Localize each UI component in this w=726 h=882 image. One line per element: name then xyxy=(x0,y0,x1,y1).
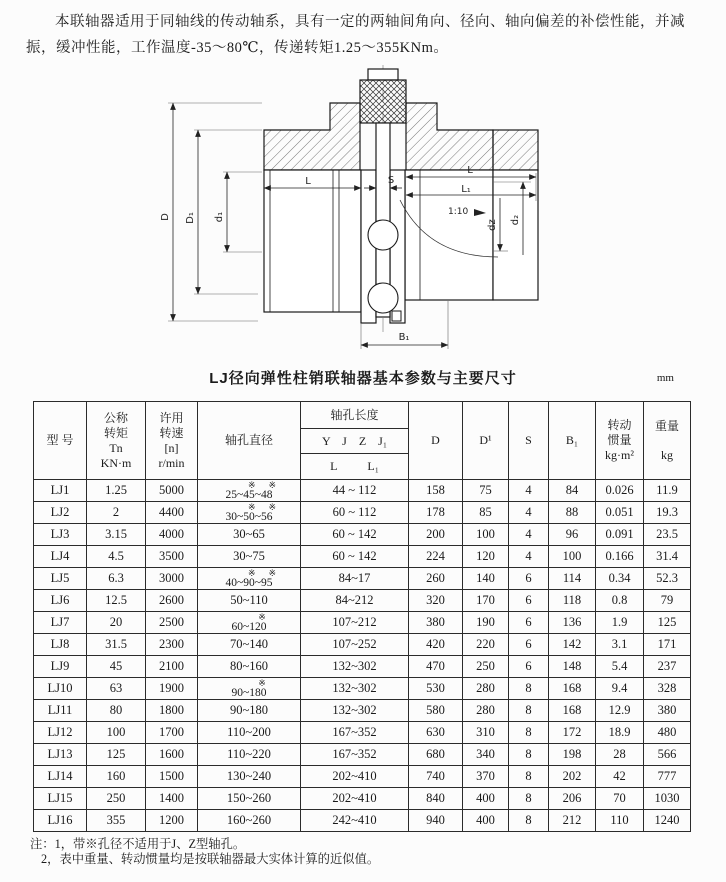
cell-S: 8 xyxy=(509,766,549,788)
cell-B1: 84 xyxy=(549,480,596,502)
cell-torque: 2 xyxy=(87,502,146,524)
cell-length: 84~17 xyxy=(301,568,409,590)
cell-B1: 202 xyxy=(549,766,596,788)
cell-inertia: 110 xyxy=(596,810,644,832)
pin-nub xyxy=(392,311,401,321)
cell-inertia: 28 xyxy=(596,744,644,766)
cell-B1: 142 xyxy=(549,634,596,656)
cell-speed: 1400 xyxy=(146,788,198,810)
cell-weight: 237 xyxy=(644,656,691,678)
cell-weight: 777 xyxy=(644,766,691,788)
table-row xyxy=(34,634,691,656)
cell-weight: 1030 xyxy=(644,788,691,810)
cell-weight: 31.4 xyxy=(644,546,691,568)
cell-D1: 190 xyxy=(463,612,509,634)
cell-D: 158 xyxy=(409,480,463,502)
cell-B1: 168 xyxy=(549,700,596,722)
cell-D1: 100 xyxy=(463,524,509,546)
cell-model: LJ5 xyxy=(34,568,87,590)
cell-D: 380 xyxy=(409,612,463,634)
cell-length: 132~302 xyxy=(301,678,409,700)
header-row xyxy=(34,402,691,480)
cell-B1: 212 xyxy=(549,810,596,832)
cell-B1: 118 xyxy=(549,590,596,612)
cell-S: 4 xyxy=(509,480,549,502)
cell-S: 4 xyxy=(509,524,549,546)
table-row xyxy=(34,788,691,810)
cell-weight: 566 xyxy=(644,744,691,766)
cell-model: LJ11 xyxy=(34,700,87,722)
cell-weight: 79 xyxy=(644,590,691,612)
cell-speed: 4400 xyxy=(146,502,198,524)
cell-model: LJ8 xyxy=(34,634,87,656)
label-S: S xyxy=(387,175,395,186)
cell-bore: ※ 90~180 xyxy=(198,678,301,700)
cell-weight: 328 xyxy=(644,678,691,700)
cell-torque: 3.15 xyxy=(87,524,146,546)
col-header-B1: B₁ xyxy=(549,402,596,480)
cell-speed: 1700 xyxy=(146,722,198,744)
cell-B1: 88 xyxy=(549,502,596,524)
left-flange-section xyxy=(264,103,360,170)
label-B1: B₁ xyxy=(398,332,410,343)
cell-speed: 3500 xyxy=(146,546,198,568)
label-dz: dz xyxy=(487,219,498,231)
cell-speed: 4000 xyxy=(146,524,198,546)
label-D: D xyxy=(160,213,171,221)
cell-weight: 11.9 xyxy=(644,480,691,502)
cell-bore: 150~260 xyxy=(198,788,301,810)
cell-B1: 168 xyxy=(549,678,596,700)
cell-model: LJ3 xyxy=(34,524,87,546)
intro-paragraph: 本联轴器适用于同轴线的传动轴系，具有一定的两轴间角向、径向、轴向偏差的补偿性能，并减振，缓冲性能，工作温度-35～80℃，传递转矩1.25～355KNm。 xyxy=(26,14,685,56)
cell-bore: ※ ※ 25~45~48 xyxy=(198,480,301,502)
cell-inertia: 1.9 xyxy=(596,612,644,634)
table-row xyxy=(34,480,691,502)
cell-speed: 1800 xyxy=(146,700,198,722)
cell-B1: 198 xyxy=(549,744,596,766)
cell-S: 8 xyxy=(509,700,549,722)
col-header-D1: D¹ xyxy=(463,402,509,480)
cell-model: LJ12 xyxy=(34,722,87,744)
cell-model: LJ1 xyxy=(34,480,87,502)
cell-D: 470 xyxy=(409,656,463,678)
cell-D1: 120 xyxy=(463,546,509,568)
cell-model: LJ13 xyxy=(34,744,87,766)
parameters-table xyxy=(33,401,691,832)
footnote-2: 2，表中重量、转动惯量均是按联轴器最大实体计算的近似值。 xyxy=(41,852,380,866)
cell-length: 202~410 xyxy=(301,766,409,788)
cell-model: LJ9 xyxy=(34,656,87,678)
label-d2: d₂ xyxy=(510,214,521,226)
cell-speed: 1200 xyxy=(146,810,198,832)
cell-length: 107~252 xyxy=(301,634,409,656)
cell-bore: 130~240 xyxy=(198,766,301,788)
cell-model: LJ6 xyxy=(34,590,87,612)
cell-D: 420 xyxy=(409,634,463,656)
cell-weight: 52.3 xyxy=(644,568,691,590)
cell-bore: 90~180 xyxy=(198,700,301,722)
col-header-bore-length: 轴孔长度 Y J Z J₁ L L₁ xyxy=(301,402,409,480)
label-D1: D₁ xyxy=(185,212,196,224)
elastic-sleeve xyxy=(360,80,406,123)
cell-speed: 2600 xyxy=(146,590,198,612)
cell-bore: ※ 60~120 xyxy=(198,612,301,634)
elastic-ball-lower xyxy=(368,283,398,313)
col-header-D: D xyxy=(409,402,463,480)
cell-D1: 250 xyxy=(463,656,509,678)
table-row xyxy=(34,810,691,832)
cell-B1: 206 xyxy=(549,788,596,810)
cell-inertia: 0.051 xyxy=(596,502,644,524)
cell-B1: 100 xyxy=(549,546,596,568)
cell-S: 8 xyxy=(509,744,549,766)
table-row xyxy=(34,612,691,634)
cell-length: 44 ~ 112 xyxy=(301,480,409,502)
cell-torque: 6.3 xyxy=(87,568,146,590)
cell-model: LJ16 xyxy=(34,810,87,832)
cell-speed: 1900 xyxy=(146,678,198,700)
cell-D: 840 xyxy=(409,788,463,810)
cell-model: LJ14 xyxy=(34,766,87,788)
cell-S: 6 xyxy=(509,634,549,656)
cell-torque: 12.5 xyxy=(87,590,146,612)
cell-model: LJ10 xyxy=(34,678,87,700)
cell-S: 8 xyxy=(509,678,549,700)
cell-torque: 31.5 xyxy=(87,634,146,656)
cell-D: 530 xyxy=(409,678,463,700)
cell-speed: 1600 xyxy=(146,744,198,766)
cell-D1: 220 xyxy=(463,634,509,656)
cell-length: 132~302 xyxy=(301,700,409,722)
cell-model: LJ7 xyxy=(34,612,87,634)
table-row xyxy=(34,700,691,722)
cell-inertia: 0.34 xyxy=(596,568,644,590)
table-row xyxy=(34,678,691,700)
cell-D1: 400 xyxy=(463,788,509,810)
cell-D1: 310 xyxy=(463,722,509,744)
cell-length: 60 ~ 142 xyxy=(301,546,409,568)
cell-bore: 30~65 xyxy=(198,524,301,546)
cell-weight: 19.3 xyxy=(644,502,691,524)
cell-inertia: 3.1 xyxy=(596,634,644,656)
table-title: LJ径向弹性柱销联轴器基本参数与主要尺寸 xyxy=(209,370,517,387)
cell-B1: 96 xyxy=(549,524,596,546)
cell-speed: 2300 xyxy=(146,634,198,656)
table-row xyxy=(34,656,691,678)
table-row xyxy=(34,722,691,744)
cell-D1: 140 xyxy=(463,568,509,590)
footnotes xyxy=(30,837,726,867)
cell-inertia: 18.9 xyxy=(596,722,644,744)
cell-weight: 480 xyxy=(644,722,691,744)
cell-length: 60 ~ 112 xyxy=(301,502,409,524)
cell-model: LJ15 xyxy=(34,788,87,810)
right-hub-section xyxy=(493,130,538,170)
cell-B1: 114 xyxy=(549,568,596,590)
cell-inertia: 12.9 xyxy=(596,700,644,722)
cell-D: 320 xyxy=(409,590,463,612)
cell-speed: 2100 xyxy=(146,656,198,678)
cell-length: 132~302 xyxy=(301,656,409,678)
cell-S: 8 xyxy=(509,810,549,832)
cell-speed: 3000 xyxy=(146,568,198,590)
table-row xyxy=(34,502,691,524)
cell-inertia: 42 xyxy=(596,766,644,788)
col-header-torque: 公称 转矩 Tn KN·m xyxy=(87,402,146,480)
cell-bore: 30~75 xyxy=(198,546,301,568)
cell-D1: 340 xyxy=(463,744,509,766)
cell-torque: 250 xyxy=(87,788,146,810)
cell-D1: 280 xyxy=(463,700,509,722)
right-flange-section xyxy=(406,103,493,170)
cell-model: LJ2 xyxy=(34,502,87,524)
cell-bore: 50~110 xyxy=(198,590,301,612)
footnote-1: 注：1，带※孔径不适用于J、Z型轴孔。 xyxy=(30,837,246,851)
caption-row xyxy=(0,367,726,393)
cell-inertia: 0.091 xyxy=(596,524,644,546)
cell-D1: 370 xyxy=(463,766,509,788)
cell-D: 680 xyxy=(409,744,463,766)
coupling-cross-section-figure xyxy=(0,65,726,361)
col-header-speed: 许用 转速 [n] r/min xyxy=(146,402,198,480)
cell-length: 167~352 xyxy=(301,744,409,766)
cell-length: 107~212 xyxy=(301,612,409,634)
cell-torque: 45 xyxy=(87,656,146,678)
cell-bore: ※ ※ 30~50~56 xyxy=(198,502,301,524)
pin-cap xyxy=(368,69,398,80)
cell-D: 630 xyxy=(409,722,463,744)
label-L1: L₁ xyxy=(461,184,471,195)
cell-bore: 80~160 xyxy=(198,656,301,678)
cell-inertia: 0.166 xyxy=(596,546,644,568)
col-header-bore-diameter: 轴孔直径 xyxy=(198,402,301,480)
cell-S: 4 xyxy=(509,546,549,568)
cell-length: 167~352 xyxy=(301,722,409,744)
col-header-inertia: 转动 惯量 kg·m² xyxy=(596,402,644,480)
cell-bore: ※ ※ 40~90~95 xyxy=(198,568,301,590)
cell-D1: 85 xyxy=(463,502,509,524)
cell-inertia: 70 xyxy=(596,788,644,810)
table-row xyxy=(34,766,691,788)
label-L-left: L xyxy=(305,176,311,187)
col-header-model: 型 号 xyxy=(34,402,87,480)
label-d1: d₁ xyxy=(214,211,225,223)
col-header-S: S xyxy=(509,402,549,480)
cell-inertia: 9.4 xyxy=(596,678,644,700)
cell-B1: 136 xyxy=(549,612,596,634)
cell-inertia: 5.4 xyxy=(596,656,644,678)
cell-bore: 110~200 xyxy=(198,722,301,744)
cell-length: 84~212 xyxy=(301,590,409,612)
cell-S: 6 xyxy=(509,612,549,634)
cell-speed: 1500 xyxy=(146,766,198,788)
unit-label: mm xyxy=(656,372,674,384)
cell-torque: 80 xyxy=(87,700,146,722)
cell-B1: 172 xyxy=(549,722,596,744)
cell-weight: 125 xyxy=(644,612,691,634)
cell-length: 202~410 xyxy=(301,788,409,810)
cell-inertia: 0.026 xyxy=(596,480,644,502)
label-L-right: L xyxy=(467,165,473,176)
cell-S: 8 xyxy=(509,722,549,744)
cell-torque: 1.25 xyxy=(87,480,146,502)
cell-S: 6 xyxy=(509,590,549,612)
elastic-ball-upper xyxy=(368,220,398,250)
label-taper: 1:10 xyxy=(448,207,469,217)
cell-torque: 355 xyxy=(87,810,146,832)
right-hub-body xyxy=(405,170,493,300)
cell-D: 260 xyxy=(409,568,463,590)
cell-bore: 110~220 xyxy=(198,744,301,766)
cell-torque: 4.5 xyxy=(87,546,146,568)
cell-D1: 400 xyxy=(463,810,509,832)
cell-D: 224 xyxy=(409,546,463,568)
cell-D1: 280 xyxy=(463,678,509,700)
cell-inertia: 0.8 xyxy=(596,590,644,612)
cell-S: 6 xyxy=(509,656,549,678)
cell-weight: 380 xyxy=(644,700,691,722)
cell-torque: 160 xyxy=(87,766,146,788)
cell-torque: 63 xyxy=(87,678,146,700)
cell-torque: 20 xyxy=(87,612,146,634)
cell-torque: 100 xyxy=(87,722,146,744)
cell-D: 178 xyxy=(409,502,463,524)
cell-bore: 160~260 xyxy=(198,810,301,832)
cell-S: 4 xyxy=(509,502,549,524)
cell-D1: 75 xyxy=(463,480,509,502)
cell-torque: 125 xyxy=(87,744,146,766)
cell-S: 6 xyxy=(509,568,549,590)
cell-speed: 5000 xyxy=(146,480,198,502)
left-hub-body xyxy=(264,170,361,312)
cell-D: 200 xyxy=(409,524,463,546)
table-row xyxy=(34,744,691,766)
col-header-weight: 重量 kg xyxy=(644,402,691,480)
cell-D: 580 xyxy=(409,700,463,722)
cell-D1: 170 xyxy=(463,590,509,612)
cell-D: 740 xyxy=(409,766,463,788)
cell-weight: 23.5 xyxy=(644,524,691,546)
cell-length: 60 ~ 142 xyxy=(301,524,409,546)
coupling-drawing xyxy=(148,65,578,357)
cell-speed: 2500 xyxy=(146,612,198,634)
cell-bore: 70~140 xyxy=(198,634,301,656)
cell-model: LJ4 xyxy=(34,546,87,568)
table-row xyxy=(34,590,691,612)
cell-weight: 1240 xyxy=(644,810,691,832)
cell-D: 940 xyxy=(409,810,463,832)
document-page xyxy=(0,9,726,882)
table-row xyxy=(34,524,691,546)
cell-weight: 171 xyxy=(644,634,691,656)
cell-B1: 148 xyxy=(549,656,596,678)
cell-S: 8 xyxy=(509,788,549,810)
table-body xyxy=(34,480,691,832)
table-row xyxy=(34,546,691,568)
table-row xyxy=(34,568,691,590)
cell-length: 242~410 xyxy=(301,810,409,832)
